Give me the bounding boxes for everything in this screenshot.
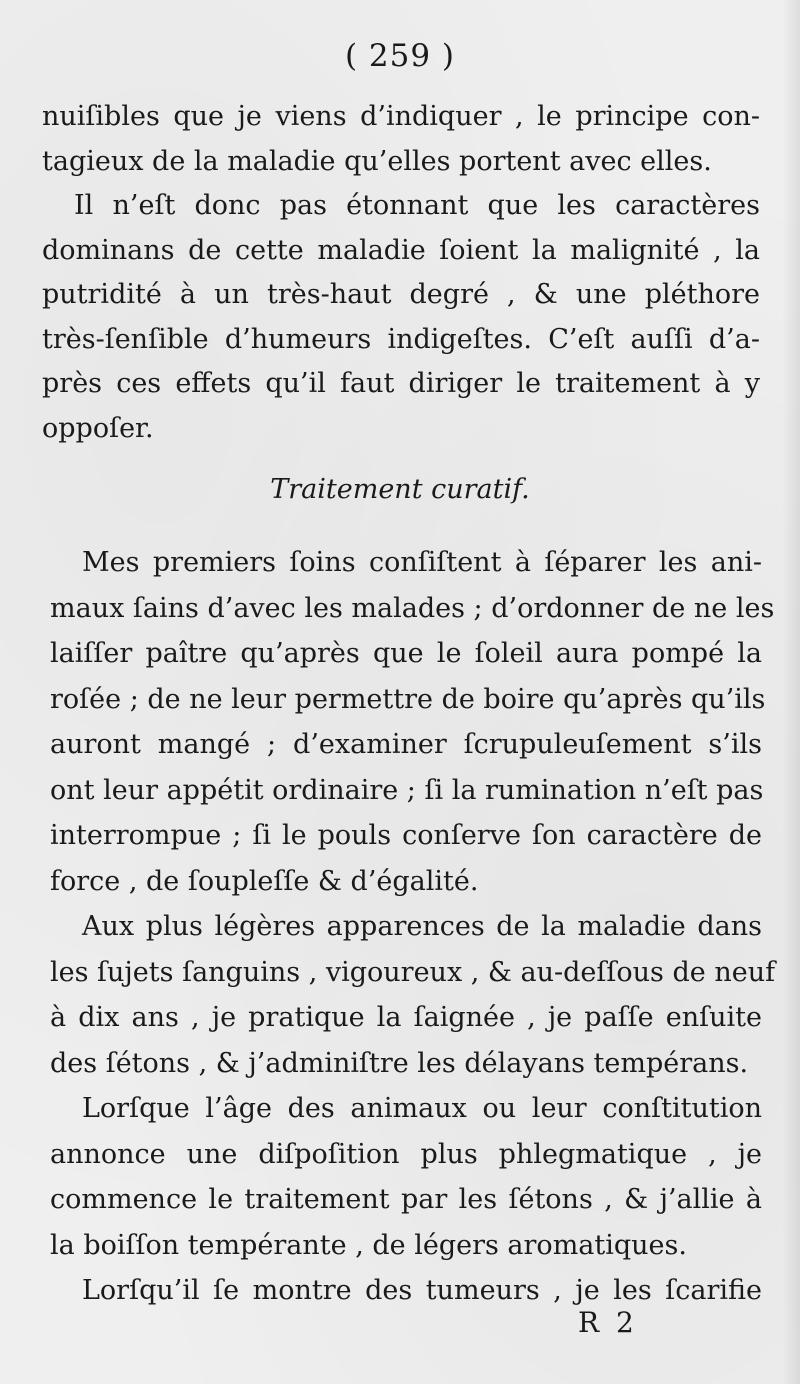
- text-line: auront mangé ; d’examiner ſcrupuleuſement s’ils: [50, 729, 762, 760]
- text-line: interrompue ; ſi le pouls conſerve ſon caractère de: [50, 820, 762, 851]
- text-line: Aux plus légères apparences de la maladie dans: [82, 911, 762, 942]
- signature-mark: R 2: [578, 1306, 638, 1339]
- text-line: ont leur appétit ordinaire ; ſi la rumination n’eſt pas: [50, 774, 764, 806]
- text-line: dominans de cette maladie ſoient la malignité , la: [42, 234, 760, 266]
- text-line: tagieux de la maladie qu’elles portent avec elles.: [42, 145, 712, 177]
- text-line: commence le traitement par les ſétons , & j’allie à: [50, 1184, 762, 1215]
- text-line: près ces effets qu’il faut diriger le traitement à y: [42, 368, 760, 399]
- text-line: oppoſer.: [42, 412, 154, 444]
- page-number: ( 259 ): [344, 38, 456, 74]
- text-line: les ſujets ſanguins , vigoureux , & au-deſſous de neuf: [50, 956, 776, 988]
- text-line: la boiſſon tempérante , de légers aromatiques.: [50, 1229, 687, 1261]
- text-block-main: [50, 540, 776, 1314]
- text-line: des ſétons , & j’adminiſtre les délayans tempérans.: [50, 1047, 749, 1079]
- text-line: maux ſains d’avec les malades ; d’ordonner de ne les: [50, 592, 775, 624]
- text-line: Mes premiers ſoins conſiſtent à ſéparer les ani-: [82, 547, 762, 578]
- text-line: putridité à un très-haut degré , & une pléthore: [42, 279, 760, 310]
- text-line: très-ſenſible d’humeurs indigeſtes. C’eſt auſſi d’a-: [42, 323, 760, 355]
- text-block-top: [42, 95, 760, 451]
- text-line: Il n’eſt donc pas étonnant que les caractères: [74, 190, 760, 221]
- section-heading: Traitement curatif.: [270, 474, 530, 505]
- text-line: Lorſqu’il ſe montre des tumeurs , je les ſcarifie: [82, 1275, 762, 1306]
- text-line: laiſſer paître qu’après que le ſoleil aura pompé la: [50, 638, 762, 669]
- text-line: nuiſibles que je viens d’indiquer , le principe con-: [42, 101, 760, 132]
- text-line: roſée ; de ne leur permettre de boire qu’après qu’ils: [50, 683, 766, 715]
- text-line: annonce une diſpoſition plus phlegmatique , je: [50, 1138, 762, 1170]
- text-line: force , de ſoupleſſe & d’égalité.: [50, 865, 479, 897]
- text-line: Lorſque l’âge des animaux ou leur conſtitution: [82, 1093, 762, 1124]
- page-edge-shadow: [782, 0, 800, 1384]
- text-line: à dix ans , je pratique la ſaignée , je paſſe enſuite: [50, 1002, 762, 1033]
